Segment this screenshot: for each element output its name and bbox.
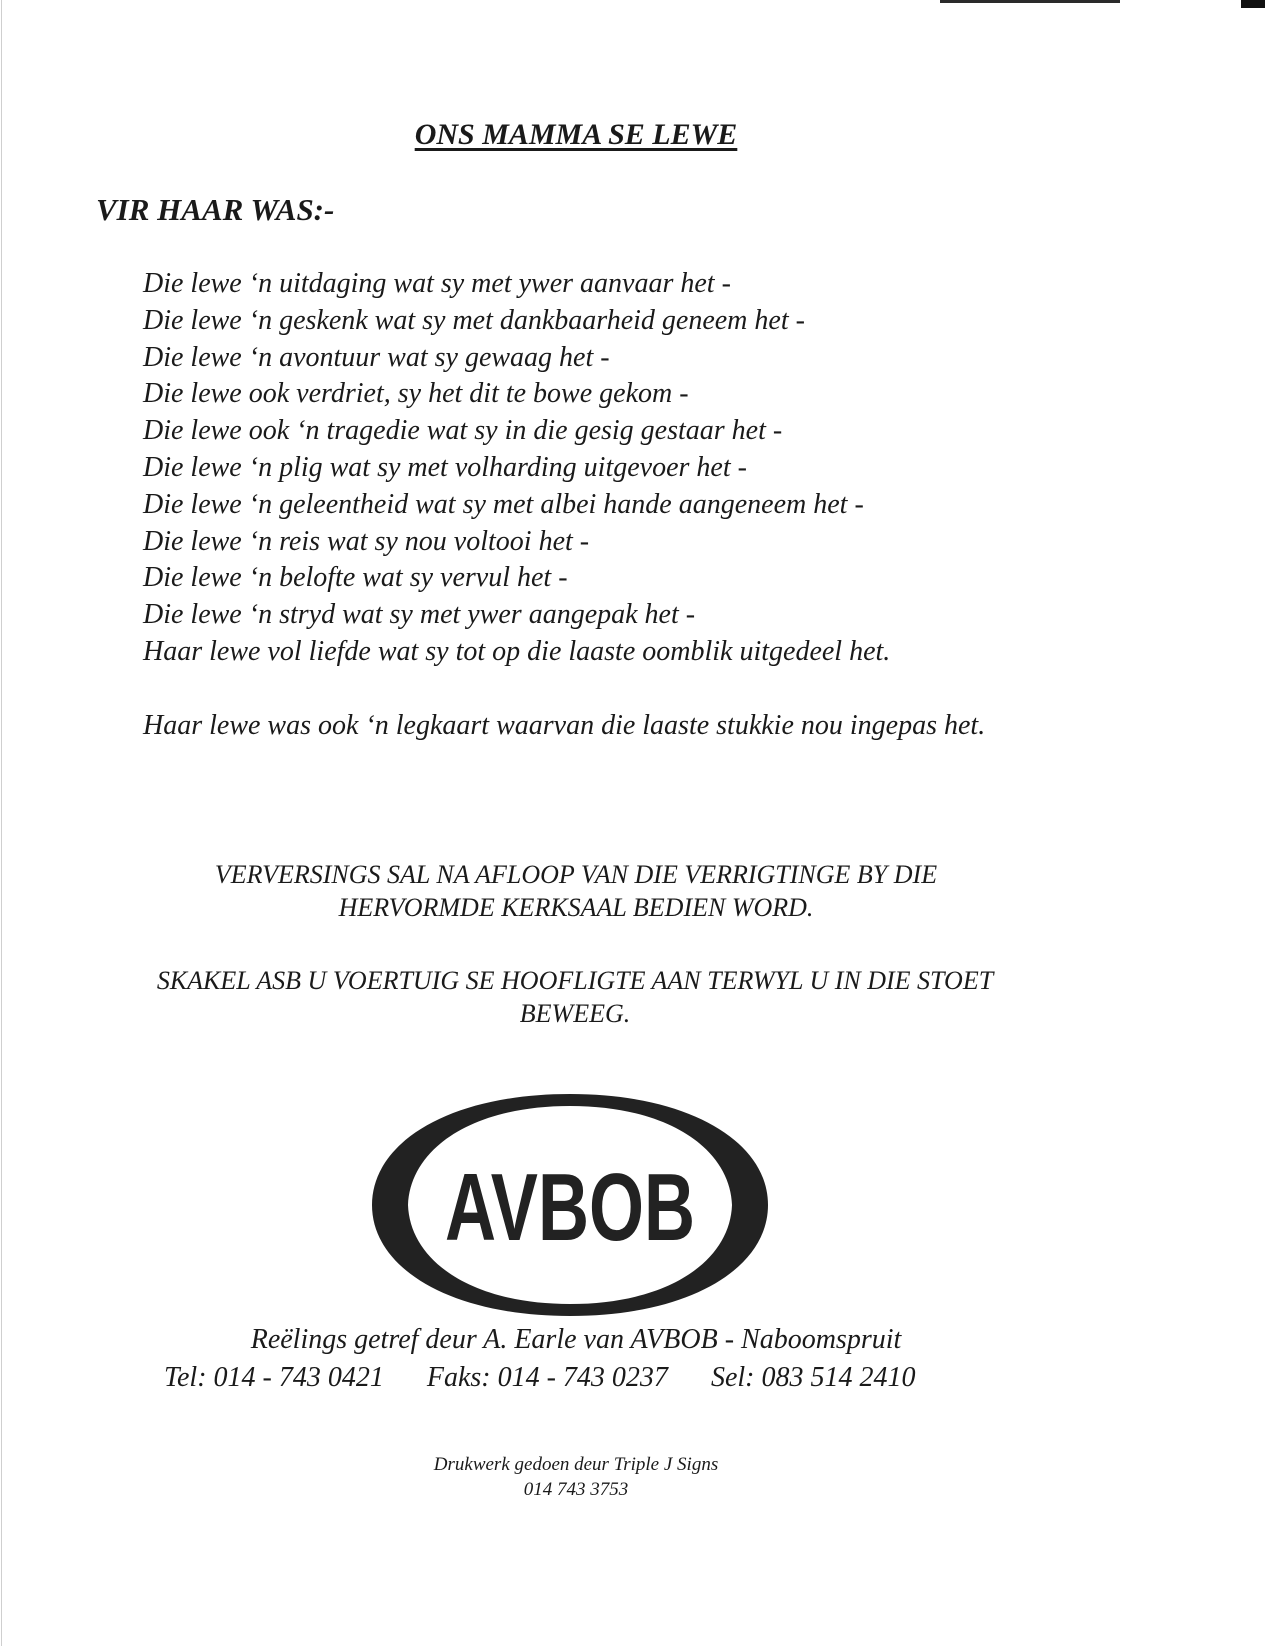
scan-corner-mark	[1241, 0, 1265, 8]
fax-number: Faks: 014 - 743 0237	[426, 1362, 668, 1393]
headlights-notice	[0, 964, 1150, 1030]
poem-line: Die lewe ‘n uitdaging wat sy met ywer aanvaar het -	[143, 268, 731, 299]
telephone-number: Tel: 014 - 743 0421	[164, 1362, 384, 1393]
contact-details	[164, 1362, 951, 1394]
poem-line: Haar lewe vol liefde wat sy tot op die laaste oomblik uitgedeel het.	[143, 635, 891, 667]
refreshments-notice-line: VERVERSINGS SAL NA AFLOOP VAN DIE VERRIGTINGE BY DIE	[214, 860, 938, 889]
arranged-by: Reëlings getref deur A. Earle van AVBOB - Naboomspruit	[250, 1324, 902, 1355]
headlights-notice-line: BEWEEG.	[519, 999, 631, 1028]
poem-line: Die lewe ook verdriet, sy het dit te bowe gekom -	[143, 378, 689, 410]
refreshments-notice	[0, 858, 1152, 924]
print-credit-line: Drukwerk gedoen deur Triple J Signs	[433, 1454, 719, 1475]
logo-text: AVBOB	[445, 1154, 695, 1261]
headlights-notice-line: SKAKEL ASB U VOERTUIG SE HOOFLIGTE AAN TERWYL U IN DIE STOET	[156, 966, 994, 995]
poem-line: Die lewe ‘n plig wat sy met volharding uitgevoer het -	[143, 451, 747, 483]
print-credit	[0, 1452, 1152, 1502]
scan-edge-top	[940, 0, 1120, 3]
poem-line: Die lewe ‘n reis wat sy nou voltooi het -	[143, 525, 590, 557]
scan-edge-left	[1, 0, 2, 1646]
closing-line: Haar lewe was ook ‘n legkaart waarvan die laaste stukkie nou ingepas het.	[143, 710, 986, 741]
poem-line: Die lewe ‘n avontuur wat sy gewaag het -	[143, 341, 610, 373]
poem-line: Die lewe ‘n belofte wat sy vervul het -	[143, 562, 568, 594]
section-subtitle: VIR HAAR WAS:-	[96, 192, 335, 227]
page-title: ONS MAMMA SE LEWE	[414, 118, 738, 151]
print-credit-phone: 014 743 3753	[523, 1479, 629, 1500]
poem-line: Die lewe ook ‘n tragedie wat sy in die gesig gestaar het -	[143, 415, 783, 447]
poem-line: Die lewe ‘n stryd wat sy met ywer aangepak het -	[143, 599, 696, 631]
poem-line: Die lewe ‘n geskenk wat sy met dankbaarheid geneem het -	[143, 304, 805, 336]
refreshments-notice-line: HERVORMDE KERKSAAL BEDIEN WORD.	[338, 893, 814, 922]
poem	[143, 266, 890, 671]
avbob-logo	[370, 1090, 770, 1320]
cell-number: Sel: 083 514 2410	[710, 1362, 916, 1393]
poem-line: Die lewe ‘n geleentheid wat sy met albei hande aangeneem het -	[143, 488, 864, 520]
